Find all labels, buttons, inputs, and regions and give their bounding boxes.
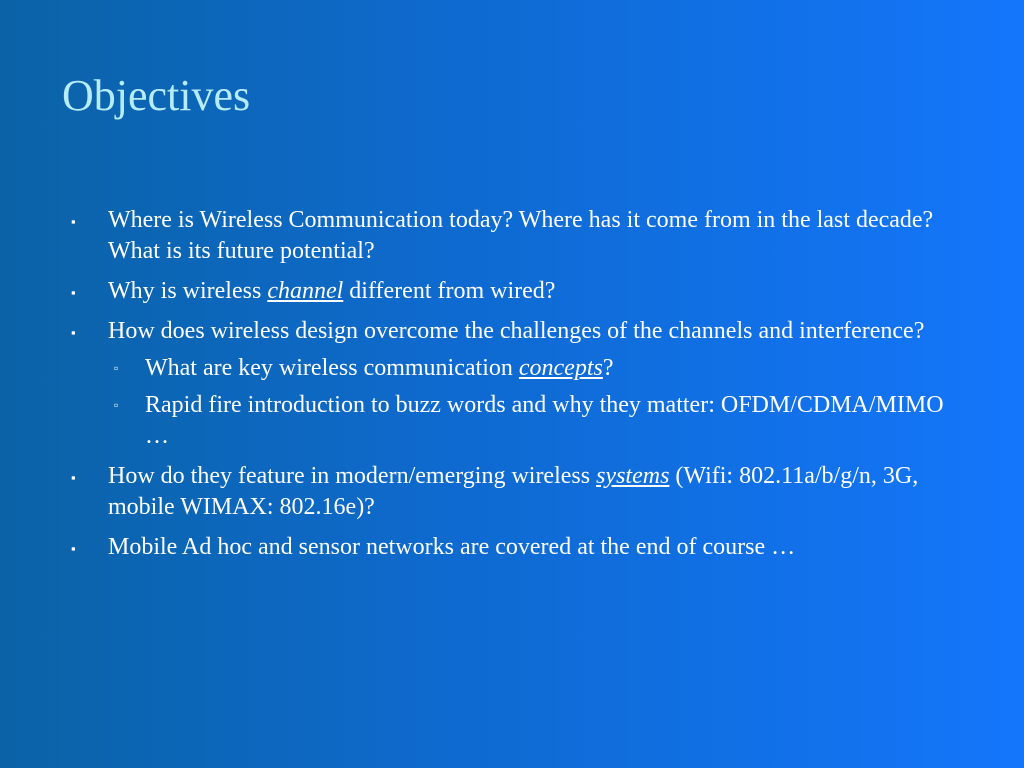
sub-bullet-list: [0, 353, 1024, 452]
bullet-text-part: How do they feature in modern/emerging wireless: [108, 463, 597, 489]
sub-bullet-item: [0, 353, 1024, 384]
emphasized-term: concepts: [518, 355, 603, 381]
square-bullet-icon: ▪: [71, 285, 76, 300]
bullet-item: [0, 205, 1024, 267]
bullet-text: [108, 278, 555, 304]
bullet-item: [0, 276, 1024, 307]
hollow-square-bullet-icon: ▫: [114, 361, 119, 375]
slide-title: Objectives: [62, 71, 251, 120]
square-bullet-icon: ▪: [71, 214, 76, 229]
bullet-text: Mobile Ad hoc and sensor networks are covered at the end of course …: [108, 534, 796, 560]
hollow-square-bullet-icon: ▫: [114, 398, 119, 412]
bullet-text-part: (Wifi: 802.11a/b/g/n, 3G, mobile WIMAX: 802.16e)?: [108, 463, 919, 520]
bullet-list: [0, 205, 1024, 572]
sub-bullet-item: [0, 390, 1024, 452]
bullet-text-part: different from wired?: [343, 278, 556, 304]
square-bullet-icon: ▪: [71, 470, 76, 485]
bullet-item: [0, 461, 1024, 523]
bullet-text: [108, 463, 918, 520]
sub-bullet-text: Rapid fire introduction to buzz words and why they matter: OFDM/CDMA/MIMO …: [145, 392, 944, 449]
bullet-text: Where is Wireless Communication today? Where has it come from in the last decade? What is its future potential?: [108, 207, 934, 264]
bullet-text: How does wireless design overcome the challenges of the channels and interference?: [108, 318, 925, 344]
square-bullet-icon: ▪: [71, 541, 76, 556]
emphasized-term: channel: [267, 278, 344, 304]
emphasized-term: systems: [596, 463, 670, 489]
bullet-item: [0, 532, 1024, 563]
square-bullet-icon: ▪: [71, 325, 76, 340]
sub-bullet-text: [145, 355, 614, 381]
bullet-text-part: Why is wireless: [108, 278, 268, 304]
bullet-text-part: What are key wireless communication: [145, 355, 519, 381]
bullet-item: [0, 316, 1024, 347]
bullet-text-part: ?: [602, 355, 614, 381]
